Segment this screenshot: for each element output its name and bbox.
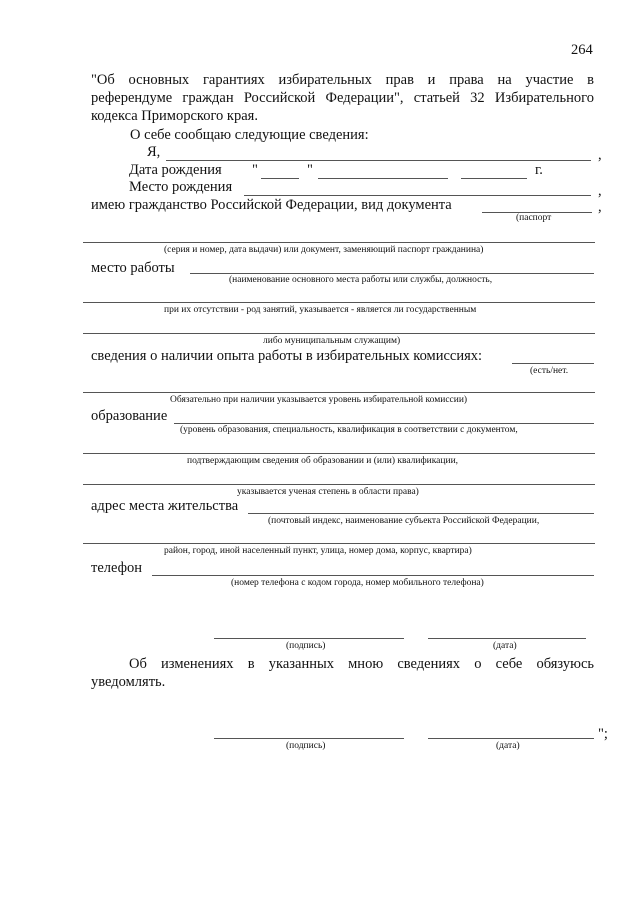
- education-field-3[interactable]: [83, 484, 595, 485]
- dob-day-field[interactable]: [261, 178, 299, 179]
- education-field-2[interactable]: [83, 453, 595, 454]
- notify-line-2: уведомлять.: [91, 674, 166, 690]
- education-label: образование: [91, 408, 168, 424]
- experience-hint-1: (есть/нет.: [530, 366, 569, 376]
- intro-line-2: референдуме граждан Российской Федерации", статьей 32 Избирательного: [91, 90, 594, 106]
- workplace-field[interactable]: [190, 273, 594, 274]
- dob-year-field[interactable]: [461, 178, 527, 179]
- citizenship-label: имею гражданство Российской Федерации, вид документа: [91, 197, 452, 213]
- birthplace-end-comma: ,: [598, 183, 602, 199]
- education-hint-3: указывается ученая степень в области права): [237, 487, 419, 497]
- phone-field[interactable]: [152, 575, 594, 576]
- page-number: 264: [571, 42, 593, 58]
- signature-hint: (подпись): [286, 641, 326, 651]
- experience-label: сведения о наличии опыта работы в избирательных комиссиях:: [91, 348, 483, 364]
- workplace-hint-3: либо муниципальным служащим): [263, 336, 401, 346]
- experience-hint-2: Обязательно при наличии указывается уровень избирательной комиссии): [170, 395, 468, 405]
- workplace-field-3[interactable]: [83, 333, 595, 334]
- dob-year-suffix: г.: [535, 162, 543, 178]
- about-self-heading: О себе сообщаю следующие сведения:: [130, 127, 369, 143]
- experience-field[interactable]: [512, 363, 594, 364]
- workplace-label: место работы: [91, 260, 175, 276]
- workplace-hint-2: при их отсутствии - род занятий, указывается - является ли государственным: [164, 305, 477, 315]
- education-hint-1: (уровень образования, специальность, квалификация в соответствии с документом,: [180, 425, 518, 435]
- birthplace-label: Место рождения: [129, 179, 233, 195]
- intro-line-3: кодекса Приморского края.: [91, 108, 258, 124]
- passport-details-field[interactable]: [83, 242, 595, 243]
- date-hint-2: (дата): [496, 741, 520, 751]
- education-hint-2: подтверждающим сведения об образовании и (или) квалификации,: [187, 456, 459, 466]
- address-field[interactable]: [248, 513, 594, 514]
- intro-line-1: "Об основных гарантиях избирательных прав и права на участие в: [91, 72, 594, 88]
- address-label: адрес места жительства: [91, 498, 239, 514]
- phone-label: телефон: [91, 560, 143, 576]
- dob-quote-open: ": [252, 162, 258, 178]
- dob-month-field[interactable]: [318, 178, 448, 179]
- signature-field-2[interactable]: [214, 738, 404, 739]
- name-end-comma: ,: [598, 147, 602, 163]
- dob-label: Дата рождения: [129, 162, 222, 178]
- name-field[interactable]: [166, 160, 591, 161]
- passport-hint: (паспорт: [516, 213, 552, 223]
- closing-quote: ";: [598, 726, 608, 742]
- date-field-2[interactable]: [428, 738, 594, 739]
- experience-field-2[interactable]: [83, 392, 595, 393]
- workplace-field-2[interactable]: [83, 302, 595, 303]
- dob-quote-close: ": [307, 162, 313, 178]
- workplace-hint-1: (наименование основного места работы или службы, должность,: [229, 275, 493, 285]
- signature-hint-2: (подпись): [286, 741, 326, 751]
- date-hint: (дата): [493, 641, 517, 651]
- address-field-2[interactable]: [83, 543, 595, 544]
- phone-hint: (номер телефона с кодом города, номер мобильного телефона): [231, 578, 484, 588]
- address-hint-1: (почтовый индекс, наименование субъекта Российской Федерации,: [268, 516, 540, 526]
- address-hint-2: район, город, иной населенный пункт, улица, номер дома, корпус, квартира): [164, 546, 472, 556]
- name-label: Я,: [147, 144, 161, 160]
- signature-field[interactable]: [214, 638, 404, 639]
- passport-details-hint: (серия и номер, дата выдачи) или документ, заменяющий паспорт гражданина): [164, 245, 484, 255]
- notify-line-1: Об изменениях в указанных мною сведениях о себе обязуюсь: [129, 656, 594, 672]
- date-field[interactable]: [428, 638, 586, 639]
- citizenship-end-comma: ,: [598, 199, 602, 215]
- education-field[interactable]: [174, 423, 594, 424]
- birthplace-field[interactable]: [244, 195, 591, 196]
